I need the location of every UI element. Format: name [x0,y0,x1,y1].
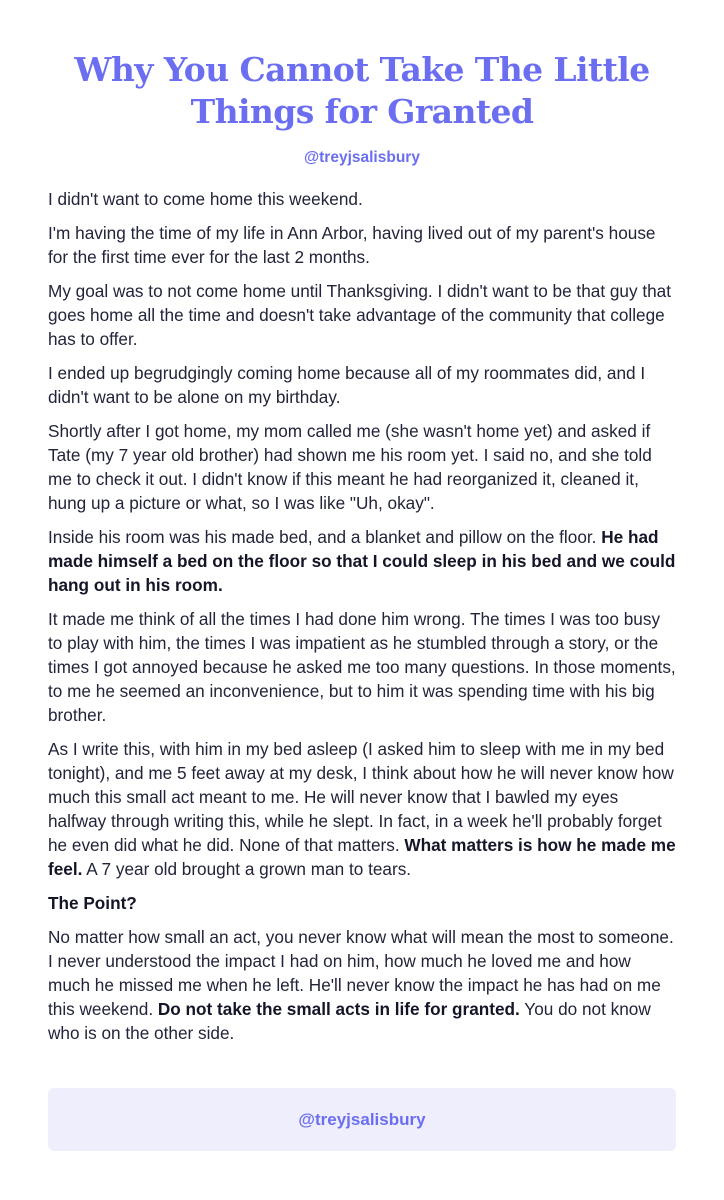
paragraph-text: Inside his room was his made bed, and a blanket and pillow on the floor. [48,527,602,547]
paragraph [48,737,676,881]
paragraph: I ended up begrudgingly coming home because all of my roommates did, and I didn't want to be alone on my birthday. [48,363,646,407]
paragraph [48,525,676,597]
bold-emphasis: Do not take the small acts in life for granted. [157,999,520,1019]
footer-handle[interactable]: @treyjsalisbury [298,1109,426,1129]
paragraph-text: No matter how small an act, you never know what will mean the most to someone. I never understood the impact I had on him, how much he loved me and how much he missed me when he left. He'll never know the impact he has had on me this weekend. [48,927,674,1019]
paragraph: I'm having the time of my life in Ann Arbor, having lived out of my parent's house for the first time ever for the last 2 months. [48,223,656,267]
footer-banner [48,1088,676,1151]
paragraph: My goal was to not come home until Thanksgiving. I didn't want to be that guy that goes home all the time and doesn't take advantage of the community that college has to offer. [48,281,672,349]
page-title: Why You Cannot Take The Little Things for Granted [74,50,650,131]
paragraph-text: As I write this, with him in my bed asleep (I asked him to sleep with me in my bed tonight), and me 5 feet away at my desk, I think about how he will never know how much this small act meant to me. He will never know that I bawled my eyes halfway through writing this, while he slept. In fact, in a week he'll probably forget he even did what he did. None of that matters. [48,739,674,855]
section-heading [48,891,676,915]
paragraph: Shortly after I got home, my mom called me (she wasn't home yet) and asked if Tate (my 7 year old brother) had shown me his room yet. I said no, and she told me to check it out. I didn't know if this meant he had reorganized it, cleaned it, hung up a picture or what, so I was like "Uh, okay". [48,421,652,513]
paragraph-text: A 7 year old brought a grown man to tears. [82,859,412,879]
paragraph [48,925,676,1045]
paragraph-text: You do not know who is on the other side. [48,999,651,1043]
author-handle[interactable]: @treyjsalisbury [304,149,420,166]
bold-emphasis: What matters is how he made me feel. [48,835,676,879]
section-heading-text: The Point? [48,893,137,913]
bold-emphasis: He had made himself a bed on the floor so that I could sleep in his bed and we could hang out in his room. [48,527,676,595]
article-body [48,187,676,1045]
paragraph: It made me think of all the times I had done him wrong. The times I was too busy to play with him, the times I was impatient as he stumbled through a story, or the times I got annoyed because he asked me too many questions. In those moments, to me he seemed an inconvenience, but to him it was spending time with his big brother. [48,609,676,725]
paragraph: I didn't want to come home this weekend. [48,189,363,209]
